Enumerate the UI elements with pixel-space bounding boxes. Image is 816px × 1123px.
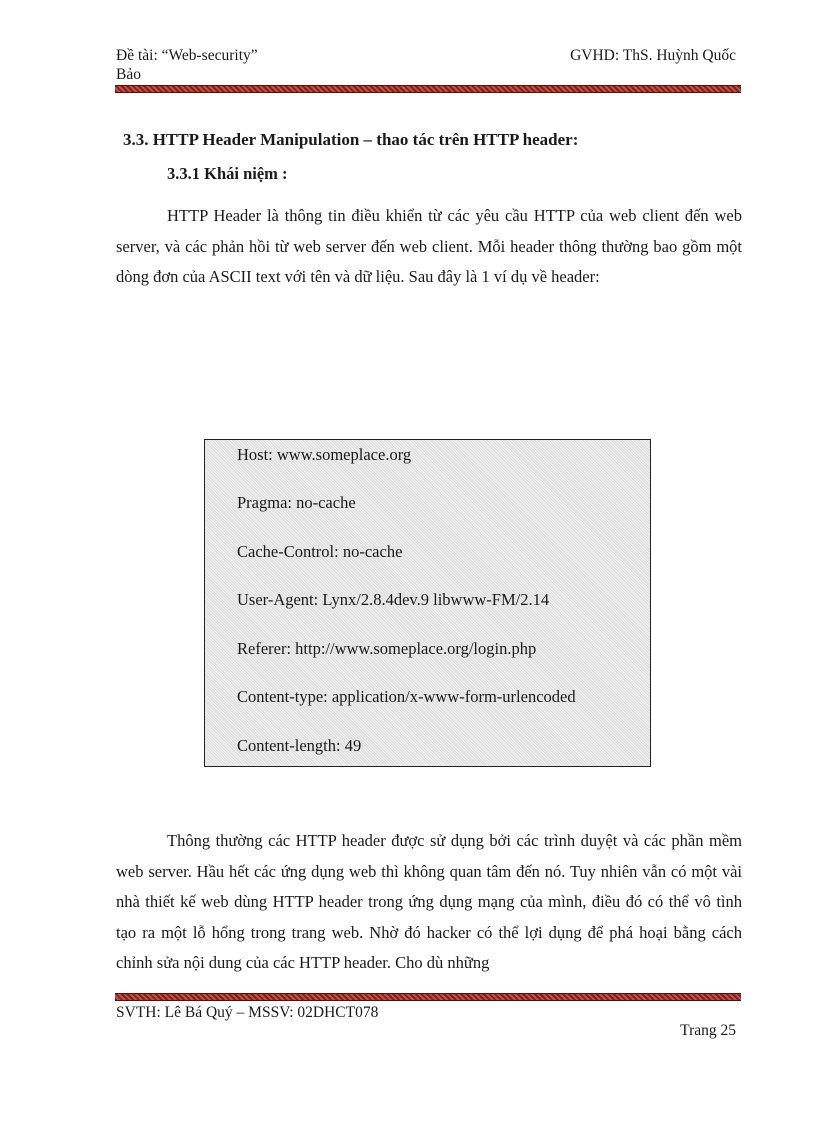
section-title: 3.3. HTTP Header Manipulation – thao tác trên HTTP header: (123, 130, 579, 149)
header-topic-line2: Bảo (116, 66, 141, 83)
header-line-content-length: Content-length: 49 (237, 736, 362, 755)
header-line-referer: Referer: http://www.someplace.org/login.php (237, 639, 537, 658)
header-line-content-type: Content-type: application/x-www-form-urlencoded (237, 687, 576, 706)
header-topic (116, 46, 258, 84)
http-header-example-box (204, 439, 651, 767)
paragraph-intro: HTTP Header là thông tin điều khiển từ các yêu cầu HTTP của web client đến web server, và các phản hồi từ web server đến web client. Mỗi header thông thường bao gồm một dòng đơn của ASCII text với tên và dữ liệu. Sau đây là 1 ví dụ về header: (116, 206, 742, 286)
footer-divider (115, 993, 741, 1001)
header-divider (115, 85, 741, 93)
header-advisor: GVHD: ThS. Huỳnh Quốc (570, 47, 736, 64)
paragraph-usage: Thông thường các HTTP header được sử dụng bởi các trình duyệt và các phần mềm web server. Hầu hết các ứng dụng web thì không quan tâm đến nó. Tuy nhiên vẫn có một vài nhà thiết kế web dùng HTTP header trong ứng dụng mạng của mình, điều đó có thể vô tình tạo ra một lỗ hổng trong trang web. Nhờ đó hacker có thể lợi dụng để phá hoại bằng cách chỉnh sửa nội dung của các HTTP header. Cho dù những (116, 831, 742, 972)
header-topic-line1: Đề tài: “Web-security” (116, 47, 258, 64)
header-line-user-agent: User-Agent: Lynx/2.8.4dev.9 libwww-FM/2.14 (237, 590, 550, 609)
page-number: Trang 25 (680, 1022, 736, 1039)
header-line-host: Host: www.someplace.org (237, 445, 412, 464)
footer-student: SVTH: Lê Bá Quý – MSSV: 02DHCT078 (116, 1004, 379, 1021)
header-line-pragma: Pragma: no-cache (237, 493, 356, 512)
subsection-title: 3.3.1 Khái niệm : (167, 164, 288, 183)
header-line-cache-control: Cache-Control: no-cache (237, 542, 403, 561)
